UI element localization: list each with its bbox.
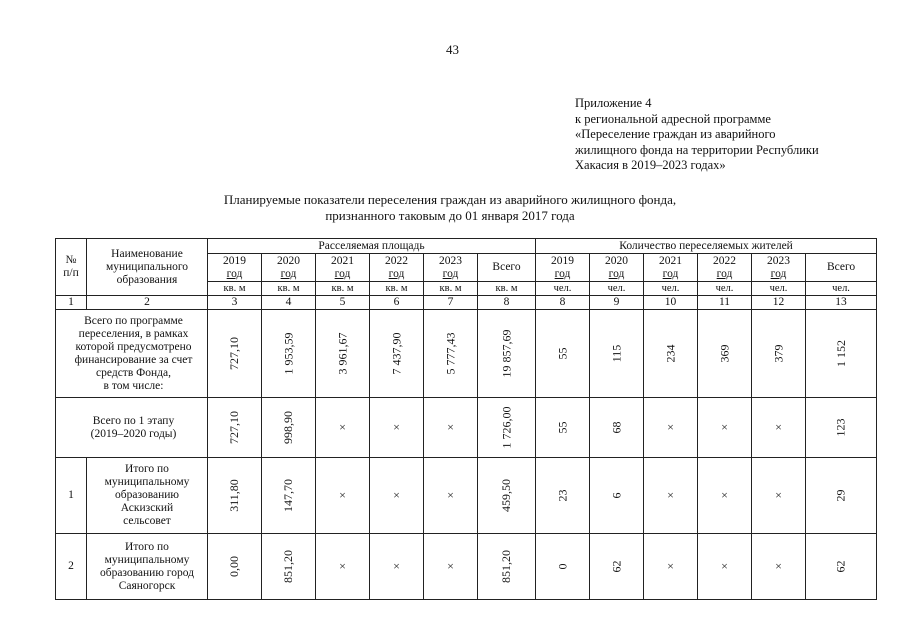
people-cell [536,458,590,534]
unit-area: кв. м [478,282,536,296]
year-word: год [716,267,733,280]
year-word: год [388,267,405,280]
row-name [56,310,208,398]
header-year-people [698,254,752,282]
header-year-area [208,254,262,282]
row-name-line: в том числе: [103,379,164,392]
unit-people: чел. [806,282,877,296]
year-word: год [554,267,571,280]
year-value: 2020 [605,254,629,267]
row-name-line: Всего по программе [84,314,183,327]
row-name-line: Аскизский [120,502,174,514]
area-value: 0,00 [227,555,241,577]
area-value: 1 726,00 [499,406,513,448]
year-value: 2021 [659,254,683,267]
header-residents-group: Количество переселяемых жителей [536,239,877,254]
not-applicable-mark: × [447,558,454,573]
area-cell [424,310,478,398]
col-number: 6 [370,296,424,310]
year-word: год [226,267,243,280]
header-area-group: Расселяемая площадь [208,239,536,254]
area-cell [370,310,424,398]
col-number: 13 [806,296,877,310]
area-cell [478,398,536,458]
not-applicable-mark: × [393,487,400,502]
area-value: 7 437,90 [389,332,403,374]
appendix-line: к региональной адресной программе [575,111,771,126]
year-word: год [442,267,459,280]
not-applicable-mark: × [721,558,728,573]
area-value: 459,50 [499,478,513,512]
people-cell [752,458,806,534]
header-name-line: образования [116,273,178,286]
table-row [56,310,877,398]
people-cell [644,458,698,534]
header-total-area: Всего [478,254,536,282]
area-cell [478,534,536,600]
header-year-people [752,254,806,282]
people-cell [698,458,752,534]
not-applicable-mark: × [447,419,454,434]
people-cell [644,534,698,600]
people-cell [698,398,752,458]
row-name-line: образованию [115,489,179,501]
not-applicable-mark: × [393,419,400,434]
col-number: 7 [424,296,478,310]
resettlement-table [55,238,877,600]
header-year-area [424,254,478,282]
unit-people: чел. [752,282,806,296]
people-cell [698,310,752,398]
unit-area: кв. м [262,282,316,296]
unit-area: кв. м [370,282,424,296]
row-name-line: Всего по 1 этапу [92,414,175,427]
header-total-people: Всего [806,254,877,282]
area-cell [316,398,370,458]
row-name [87,458,208,534]
year-word: год [608,267,625,280]
col-number: 11 [698,296,752,310]
col-number: 1 [56,296,87,310]
area-cell [316,310,370,398]
header-name-line: Наименование [111,247,183,260]
table-title [150,192,750,224]
row-name-line: средств Фонда, [96,366,171,379]
people-cell [590,534,644,600]
people-value: 23 [555,489,570,501]
area-cell [262,534,316,600]
area-cell [478,458,536,534]
row-name-line: муниципальному [104,476,190,488]
year-value: 2019 [551,254,575,267]
col-number: 9 [590,296,644,310]
people-value: 1 152 [833,339,848,367]
table-row [56,534,877,600]
not-applicable-mark: × [339,487,346,502]
not-applicable-mark: × [775,419,782,434]
appendix-line: Приложение 4 [575,96,652,110]
header-year-people [644,254,698,282]
people-cell [590,398,644,458]
people-cell [644,398,698,458]
header-year-area [316,254,370,282]
people-value: 68 [609,421,624,433]
people-cell [752,398,806,458]
table-row [56,398,877,458]
people-value: 379 [771,344,786,362]
people-cell [806,458,877,534]
people-cell [752,310,806,398]
not-applicable-mark: × [667,419,674,434]
area-cell [262,458,316,534]
people-value: 55 [555,421,570,433]
appendix-note [575,96,875,174]
area-cell [370,398,424,458]
people-value: 55 [555,347,570,359]
area-cell [424,398,478,458]
people-value: 115 [609,344,624,362]
area-cell [478,310,536,398]
not-applicable-mark: × [667,558,674,573]
table-title-line: Планируемые показатели переселения граждан из аварийного жилищного фонда, [223,192,677,207]
appendix-line: жилищного фонда на территории Республики [575,142,819,157]
unit-people: чел. [644,282,698,296]
area-value: 851,20 [499,549,513,583]
people-cell [752,534,806,600]
row-name-line: которой предусмотрено [75,340,192,353]
col-number: 2 [87,296,208,310]
not-applicable-mark: × [721,487,728,502]
header-year-area [262,254,316,282]
year-value: 2023 [767,254,791,267]
area-value: 5 777,43 [443,332,457,374]
people-value: 369 [717,344,732,362]
not-applicable-mark: × [721,419,728,434]
not-applicable-mark: × [393,558,400,573]
header-num-line: № [65,254,77,266]
area-cell [208,398,262,458]
table-row [56,458,877,534]
area-cell [424,534,478,600]
people-cell [806,398,877,458]
row-name-line: (2019–2020 годы) [90,427,177,440]
row-name-line: переселения, в рамках [78,327,189,340]
people-value: 6 [609,492,624,498]
people-cell [698,534,752,600]
people-cell [590,310,644,398]
unit-area: кв. м [316,282,370,296]
row-name [87,534,208,600]
people-cell [590,458,644,534]
unit-people: чел. [590,282,644,296]
people-value: 62 [609,560,624,572]
area-cell [208,310,262,398]
header-year-people [590,254,644,282]
header-name [87,239,208,296]
header-year-area [370,254,424,282]
people-cell [536,534,590,600]
year-word: год [662,267,679,280]
col-number: 4 [262,296,316,310]
row-num: 1 [56,458,87,534]
row-name-line: Итого по [125,463,169,475]
people-value: 234 [663,344,678,362]
year-value: 2020 [277,254,300,267]
area-cell [370,458,424,534]
row-name-line: Итого по [125,540,169,553]
row-name-line: сельсовет [123,515,171,527]
year-word: год [280,267,297,280]
area-value: 3 961,67 [335,332,349,374]
people-cell [806,534,877,600]
row-name-line: финансирование за счет [74,353,193,366]
unit-people: чел. [536,282,590,296]
year-value: 2023 [439,254,462,267]
year-value: 2019 [223,254,246,267]
area-value: 727,10 [227,410,241,444]
unit-people: чел. [698,282,752,296]
unit-area: кв. м [208,282,262,296]
people-cell [536,310,590,398]
year-word: год [334,267,351,280]
year-word: год [770,267,787,280]
people-cell [806,310,877,398]
area-cell [370,534,424,600]
area-value: 727,10 [227,336,241,370]
area-cell [208,458,262,534]
header-year-people [536,254,590,282]
not-applicable-mark: × [339,419,346,434]
col-number: 8 [536,296,590,310]
people-cell [644,310,698,398]
area-cell [208,534,262,600]
people-value: 29 [833,489,848,501]
col-number: 12 [752,296,806,310]
col-number: 10 [644,296,698,310]
not-applicable-mark: × [447,487,454,502]
not-applicable-mark: × [775,487,782,502]
year-value: 2021 [331,254,354,267]
area-cell [262,398,316,458]
people-value: 123 [833,418,848,436]
area-value: 19 857,69 [499,329,513,377]
not-applicable-mark: × [339,558,346,573]
header-num [56,239,87,296]
unit-area: кв. м [424,282,478,296]
page-number: 43 [446,42,459,57]
area-value: 851,20 [281,549,295,583]
appendix-line: Хакасия в 2019–2023 годах» [575,158,726,172]
people-value: 62 [833,560,848,572]
col-number: 8 [478,296,536,310]
row-name-line: образованию город [99,566,195,579]
row-name-line: муниципальному [104,553,190,566]
header-num-line: п/п [63,267,79,279]
area-value: 311,80 [227,478,241,512]
people-cell [536,398,590,458]
header-name-line: муниципального [105,260,189,273]
area-cell [316,534,370,600]
appendix-line: «Переселение граждан из аварийного [575,127,776,141]
row-name [56,398,208,458]
people-value: 0 [555,563,570,569]
area-cell [316,458,370,534]
area-cell [262,310,316,398]
row-name-line: Саяногорск [118,579,176,592]
area-value: 998,90 [281,410,295,444]
year-value: 2022 [713,254,737,267]
year-value: 2022 [385,254,408,267]
table-title-line: признанного таковым до 01 января 2017 года [325,208,575,223]
col-number: 3 [208,296,262,310]
col-number: 5 [316,296,370,310]
not-applicable-mark: × [667,487,674,502]
not-applicable-mark: × [775,558,782,573]
area-value: 147,70 [281,478,295,512]
area-value: 1 953,59 [281,332,295,374]
row-num: 2 [56,534,87,600]
area-cell [424,458,478,534]
